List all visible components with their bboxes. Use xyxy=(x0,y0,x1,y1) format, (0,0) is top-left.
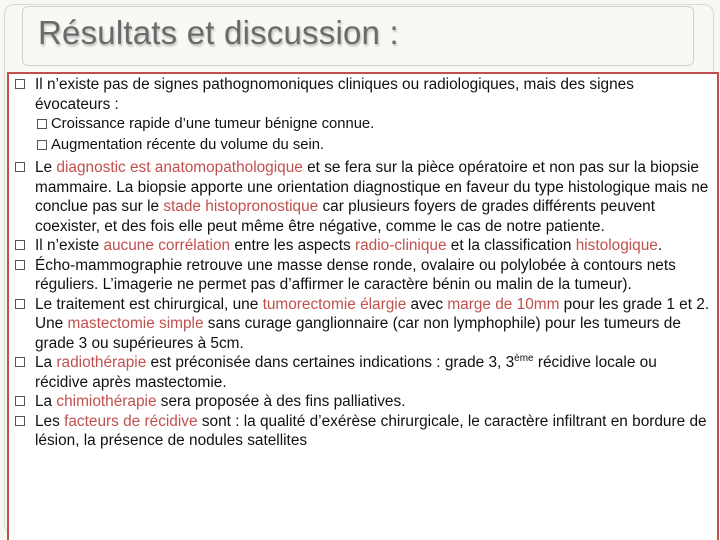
slide-title: Résultats et discussion : xyxy=(38,14,399,51)
bullet-text: car plusieurs foyers de grades différents peuvent coexister, et des fois elle peut même être négative, comme le cas de notre patiente. xyxy=(35,198,655,235)
highlighted-term: tumorectomie élargie xyxy=(262,295,407,313)
bullet-text: Écho-mammographie retrouve une masse dense ronde, ovalaire ou polylobée à contours nets réguliers. L’imagerie ne permet pas d’affirmer le caractère bénin ou malin de la tumeur). xyxy=(35,256,676,293)
bullet-text: et se fera sur la pièce opératoire et non pas sur la biopsie mammaire. La biopsie apporte une orientation diagnostique en faveur du type histologique mais ne conclue pas sur le xyxy=(35,159,709,215)
square-bullet-icon xyxy=(37,140,47,150)
bullet-text: Il n’existe pas de signes pathognomoniques cliniques ou radiologiques, mais des signes évocateurs : xyxy=(35,76,634,113)
highlighted-term: radio-clinique xyxy=(354,237,447,254)
sub-bullet-augmentation xyxy=(13,136,713,156)
bullet-text: et la classification xyxy=(446,237,576,254)
square-bullet-icon xyxy=(15,260,25,270)
bullet-item-diagnostic xyxy=(13,158,713,236)
bullet-item-correlation xyxy=(13,236,713,256)
highlighted-term: marge de 10mm xyxy=(447,295,560,313)
bullet-text: Le xyxy=(35,159,57,176)
superscript: ème xyxy=(514,353,534,364)
bullet-list xyxy=(9,74,717,451)
highlighted-term: histologique xyxy=(575,237,658,254)
bullet-text: pour les grade 1 et 2. Une xyxy=(35,295,710,332)
bullet-text: sans curage ganglionnaire (car non lymphophile) pour les tumeurs de grade 3 ou supérieures à 5cm. xyxy=(35,315,681,352)
bullet-text: entre les aspects xyxy=(230,237,355,254)
sub-bullet-croissance xyxy=(13,115,713,135)
bullet-item-radiotherapie xyxy=(13,353,713,392)
square-bullet-icon xyxy=(15,162,25,172)
highlighted-term: diagnostic est anatomopathologique xyxy=(56,159,303,176)
bullet-text: La xyxy=(35,354,57,371)
square-bullet-icon xyxy=(15,357,25,367)
square-bullet-icon xyxy=(15,396,25,406)
square-bullet-icon xyxy=(15,416,25,426)
square-bullet-icon xyxy=(37,119,47,129)
bullet-text: avec xyxy=(406,295,448,313)
bullet-item-recidive xyxy=(13,412,713,451)
bullet-text: Il n’existe xyxy=(35,237,104,254)
content-box xyxy=(7,72,719,540)
bullet-item-signes xyxy=(13,75,713,114)
highlighted-term: facteurs de récidive xyxy=(64,412,198,430)
square-bullet-icon xyxy=(15,299,25,309)
sub-bullet-text: Augmentation récente du volume du sein. xyxy=(51,136,325,153)
highlighted-term: radiothérapie xyxy=(56,354,147,371)
bullet-text: récidive locale ou récidive après mastectomie. xyxy=(35,354,657,391)
bullet-item-traitement xyxy=(13,295,713,354)
bullet-text: La xyxy=(35,393,57,410)
highlighted-term: stade histopronostique xyxy=(163,198,319,215)
highlighted-term: chimiothérapie xyxy=(56,393,157,410)
square-bullet-icon xyxy=(15,79,25,89)
highlighted-term: mastectomie simple xyxy=(67,315,204,332)
bullet-text: . xyxy=(657,237,663,254)
bullet-text: Le traitement est chirurgical, une xyxy=(35,295,263,313)
square-bullet-icon xyxy=(15,240,25,250)
bullet-text: sera proposée à des fins palliatives. xyxy=(156,393,406,410)
highlighted-term: aucune corrélation xyxy=(103,237,231,254)
bullet-text: sont : la qualité d’exérèse chirurgicale, le caractère infiltrant en bordure de lésion, la présence de nodules satellites xyxy=(35,412,707,449)
bullet-text: est préconisée dans certaines indications : grade 3, 3 xyxy=(146,354,515,371)
bullet-text: Les xyxy=(35,412,65,430)
bullet-item-chimiotherapie xyxy=(13,392,713,412)
bullet-item-echo-mammographie xyxy=(13,256,713,295)
sub-bullet-text: Croissance rapide d’une tumeur bénigne connue. xyxy=(51,116,375,132)
